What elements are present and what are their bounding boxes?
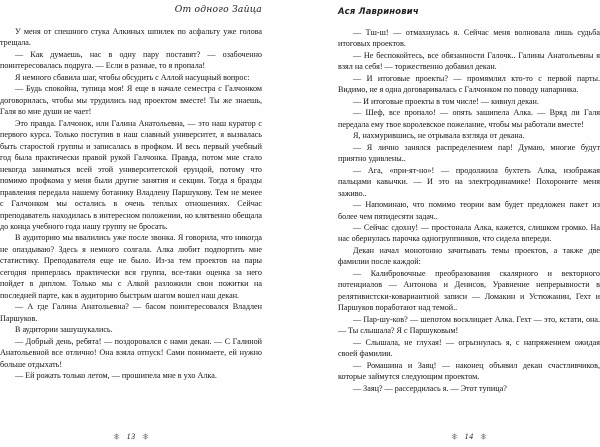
- paragraph: — Слышала, не глухая! — огрызнулась я, с напряжением ожидая своей фамилии.: [338, 337, 600, 359]
- paragraph: — Ромашина и Заяц! — наконец объявил декан счастливчиков, которые займутся следующим проектом.: [338, 360, 600, 382]
- paragraph: Это правда. Галчонок, или Галина Анатольевна, — это наш куратор с первого курса. Только поступив в наш славный университет, я вызвалась быть старостой группы и записалась в профком. И весь первый учебный год была практически правой рукой Галчонка. Правда, потом мне стало некогда заниматься всей этой университетской ерундой, потому что помимо профкома у меня были другие занятия и секции. Тогда я бразды правления передала нашему ботанику Владлену Паршукову. Тем не менее с Галчонком мы остались в очень теплых отношениях. Сейчас преподаватель находилась в интересном положении, но клятвенно обещала до конца учебного года нашу группу не бросать.: [0, 118, 262, 231]
- page-number: 14: [464, 432, 474, 441]
- right-page: [300, 0, 600, 447]
- paragraph: — Будь спокойна, тупица моя! Я еще в начале семестра с Галчонком договорилась, чтобы мы трудились над проектом вместе! Ты же знаешь, Галя во мне души не чает!: [0, 84, 262, 117]
- paragraph: — И итоговые проекты в том числе! — кивнул декан.: [353, 96, 539, 106]
- left-page-body: [0, 26, 262, 382]
- paragraph: В аудитории зашушукались.: [15, 325, 113, 335]
- paragraph: — Я лично занялся распределением пар! Думаю, многие будут приятно удивлены..: [338, 142, 600, 164]
- paragraph: Я, нахмурившись, не отрывала взгляда от декана.: [353, 131, 525, 141]
- paragraph: — Тш-ш! — отмахнулась я. Сейчас меня волновала лишь судьба итоговых проектов.: [338, 28, 600, 49]
- right-page-body: [338, 27, 600, 394]
- paragraph: — Ей рожать только летом, — прошипела мне в ухо Алка.: [15, 371, 217, 381]
- paragraph: Декан начал монотонно зачитывать темы проектов, а также две фамилии после каждой:: [338, 245, 600, 267]
- paragraph: — Не беспокойтесь, все обязанности Галочк.. Галины Анатольевны я взял на себя! — торжественно добавил декан.: [338, 50, 600, 72]
- snowflake-ornament-icon-2: [480, 433, 487, 440]
- folio-left: [0, 432, 300, 441]
- folio-right: [300, 432, 600, 441]
- snowflake-ornament-icon: [451, 433, 458, 440]
- paragraph: — Добрый день, ребята! — поздоровался с нами декан. — С Галиной Анатольевной все отлично! Она взяла отпуск! Сами понимаете, ей нужно больше отдыхать!: [0, 336, 262, 369]
- paragraph: У меня от спешного стука Алкиных шпилек по асфальту уже голова трещала.: [0, 27, 262, 48]
- paragraph: — Как думаешь, нас в одну пару поставят? — озабоченно поинтересовалась подруга. — Если в разные, то я пропала!: [0, 49, 262, 71]
- page-number: 13: [126, 432, 136, 441]
- paragraph: — Ага, «при-ят-но»! — продолжила бухтеть Алка, изображая пальцами кавычки. — И это на электродинамике! Похороните меня заживо..: [338, 165, 600, 198]
- snowflake-ornament-icon: [113, 433, 120, 440]
- paragraph: — Напоминаю, что помимо теории вам будет предложен пакет из более чем пятидесяти задач..: [338, 200, 600, 221]
- paragraph: — Пар-шу-ков? — шепотом восклицает Алка. Гехт — это, кстати, она. — Ты слышала? Я с Паршуковым!: [338, 314, 600, 336]
- paragraph: — Шеф, все пропало! — опять зашипела Алка. — Вряд ли Галя передала ему твое королевское пожелание, чтобы мы работали вместе!: [338, 108, 600, 129]
- paragraph: — Сейчас сдохну! — простонала Алка, кажется, слишком громко. На нас обернулась парочка одногруппников, что сидела впереди.: [338, 222, 600, 244]
- paragraph: — И итоговые проекты? — промямлил кто-то с первой парты. Видимо, не я одна договаривалась с Галчонком по поводу напарника.: [338, 73, 600, 95]
- paragraph: В аудиторию мы ввалились уже после звонка. Я говорила, что никогда не опаздываю? Здесь я немного солгала. Алка любит подпортить мне статистику. Преподавателя еще не было. Из-за тем проектов на пары сегодня приперлась практически вся группа, все-таки оценка за него пойдет в диплом. Только мы с Алкой разложили свои пожитки на последней парте, как в аудиторию быстрым шагом вошел наш декан.: [0, 233, 262, 300]
- running-head-right: Ася Лавринович: [338, 6, 419, 16]
- paragraph: Я немного сбавила шаг, чтобы обсудить с Аллой насущный вопрос:: [15, 72, 250, 82]
- paragraph: — Калибровочные преобразования скалярного и векторного потенциалов — Антонова и Денисов, Уравнение непрерывности в релятивистски-ковариантной записи — Ломакин и Устюжанин, Гехт и Паршуков поработают над темой..: [338, 268, 600, 313]
- paragraph: — Заяц? — рассердилась я. — Этот тупица?: [353, 383, 507, 393]
- snowflake-ornament-icon-2: [142, 433, 149, 440]
- paragraph: — А где Галина Анатольевна? — басом поинтересовался Владлен Паршуков.: [0, 302, 262, 323]
- running-head-left: От одного Зайца: [174, 4, 262, 15]
